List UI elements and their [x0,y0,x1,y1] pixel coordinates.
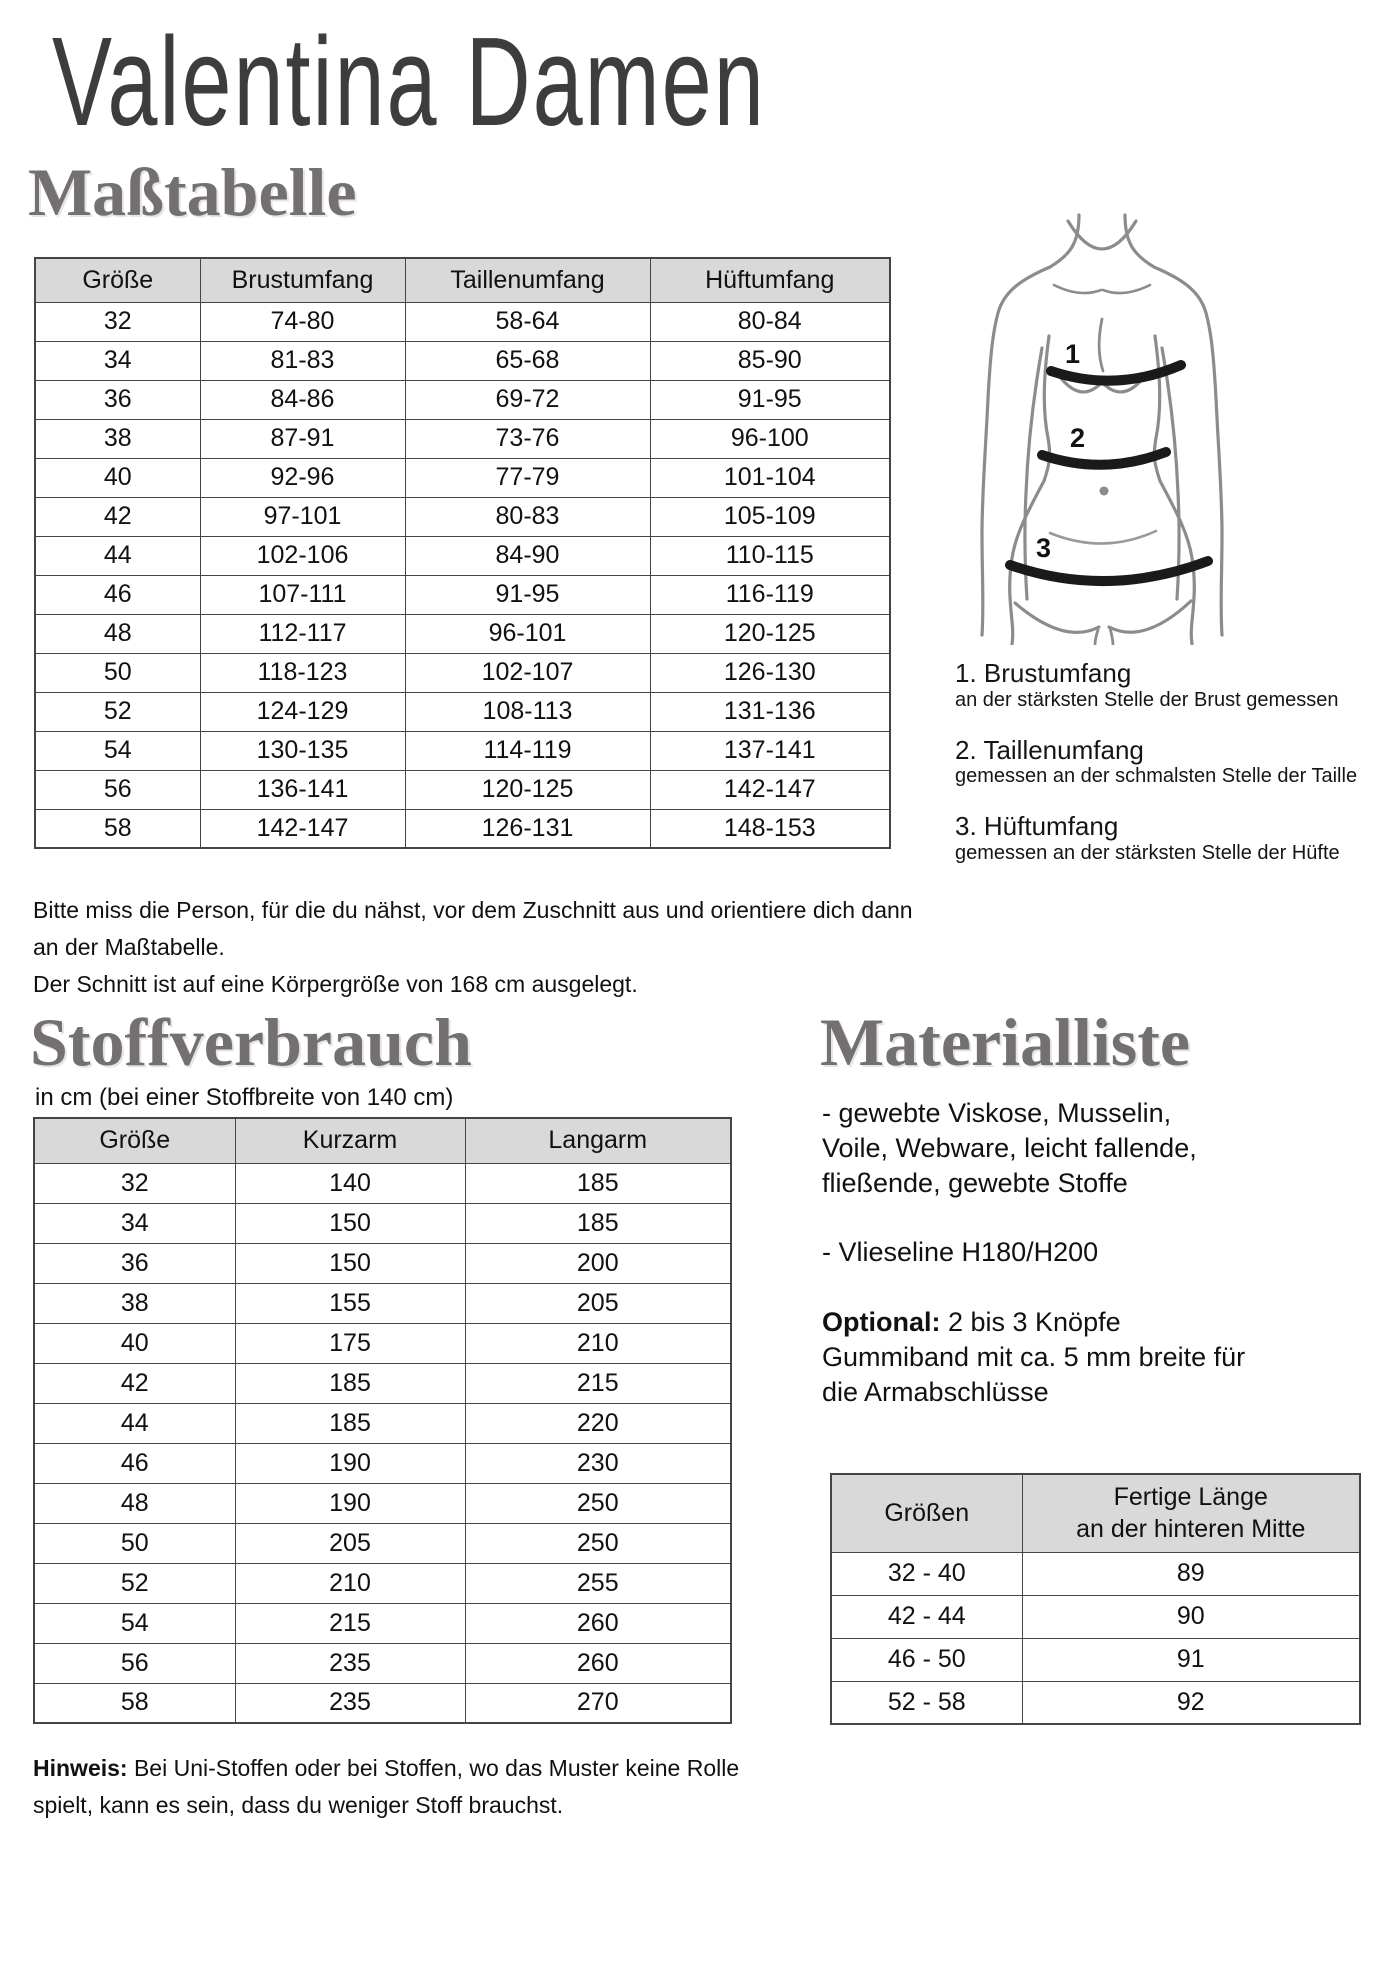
column-header: Hüftumfang [650,258,890,302]
table-cell: 205 [465,1283,731,1323]
table-cell: 185 [465,1163,731,1203]
header-row [35,258,890,302]
table-row [35,458,890,497]
table-cell: 110-115 [650,536,890,575]
legend-desc: an der stärksten Stelle der Brust gemessen [955,688,1339,711]
table-cell: 126-130 [650,653,890,692]
table-cell: 42 [35,497,200,536]
legend-title: 2. Taillenumfang [955,734,1144,765]
table-row [34,1683,731,1723]
table-row [35,536,890,575]
hinweis-note [33,1750,823,1824]
table-cell: 215 [465,1363,731,1403]
material-list-text [822,1096,1362,1410]
table-cell: 58 [35,809,200,848]
table-cell: 270 [465,1683,731,1723]
table-row [34,1243,731,1283]
table-cell: 126-131 [405,809,650,848]
table-cell: 50 [35,653,200,692]
table-cell: 131-136 [650,692,890,731]
table-row [34,1283,731,1323]
table-row [35,692,890,731]
stoffverbrauch-subtitle: in cm (bei einer Stoffbreite von 140 cm) [35,1084,454,1111]
column-header: Fertige Länge an der hinteren Mitte [1022,1474,1360,1552]
table-cell: 250 [465,1483,731,1523]
table-cell: 91 [1022,1638,1360,1681]
table-cell: 81-83 [200,341,405,380]
table-cell: 38 [34,1283,235,1323]
table-cell: 54 [34,1603,235,1643]
legend-title: 3. Hüftumfang [955,811,1119,842]
table-cell: 77-79 [405,458,650,497]
column-header: Brustumfang [200,258,405,302]
table-row [35,341,890,380]
table-cell: 36 [34,1243,235,1283]
optional-extra: Gummiband mit ca. 5 mm breite für die Armabschlüsse [822,1342,1246,1407]
table-cell: 250 [465,1523,731,1563]
bust-band-label: 1 [1065,339,1081,369]
table-cell: 112-117 [200,614,405,653]
column-header: Größen [831,1474,1022,1552]
table-row [35,302,890,341]
table-cell: 102-106 [200,536,405,575]
optional-rest: 2 bis 3 Knöpfe [940,1307,1121,1338]
measurement-legend [955,658,1384,888]
table-cell: 34 [35,341,200,380]
table-row [34,1563,731,1603]
table-cell: 42 [34,1363,235,1403]
table-cell: 65-68 [405,341,650,380]
table-cell: 84-90 [405,536,650,575]
table-row [35,653,890,692]
table-cell: 101-104 [650,458,890,497]
table-cell: 120-125 [405,770,650,809]
table-row [35,614,890,653]
table-cell: 142-147 [650,770,890,809]
table-cell: 260 [465,1603,731,1643]
table-cell: 38 [35,419,200,458]
table-cell: 56 [34,1643,235,1683]
table-cell: 56 [35,770,200,809]
column-header: Größe [34,1118,235,1163]
table-row [34,1203,731,1243]
finished-length-table [830,1473,1361,1725]
table-cell: 32 [35,302,200,341]
table-cell: 46 [35,575,200,614]
table-cell: 58-64 [405,302,650,341]
table-cell: 235 [235,1683,465,1723]
hip-band-label: 3 [1036,533,1052,563]
table-row [831,1681,1360,1724]
table-cell: 85-90 [650,341,890,380]
table-cell: 89 [1022,1552,1360,1595]
table-row [34,1523,731,1563]
navel-dot [1100,487,1109,496]
table-cell: 97-101 [200,497,405,536]
table-cell: 80-84 [650,302,890,341]
section-heading-masstabelle: Maßtabelle [28,154,357,230]
table-cell: 36 [35,380,200,419]
legend-desc: gemessen an der schmalsten Stelle der Taille [955,765,1358,788]
table-row [831,1552,1360,1595]
legend-item-bust [955,658,1384,712]
table-cell: 52 [35,692,200,731]
body-measurement-figure [952,203,1252,650]
table-cell: 255 [465,1563,731,1603]
table-row [35,770,890,809]
table-row [34,1323,731,1363]
table-cell: 148-153 [650,809,890,848]
table-cell: 48 [35,614,200,653]
table-cell: 175 [235,1323,465,1363]
table-cell: 260 [465,1643,731,1683]
table-cell: 118-123 [200,653,405,692]
table-row [35,497,890,536]
table-cell: 107-111 [200,575,405,614]
table-cell: 87-91 [200,419,405,458]
table-cell: 69-72 [405,380,650,419]
table-cell: 80-83 [405,497,650,536]
header-row [34,1118,731,1163]
table-cell: 185 [465,1203,731,1243]
table-cell: 96-100 [650,419,890,458]
table-cell: 91-95 [650,380,890,419]
table-cell: 52 [34,1563,235,1603]
table-cell: 142-147 [200,809,405,848]
material-optional [822,1305,1362,1409]
table-cell: 48 [34,1483,235,1523]
table-cell: 210 [235,1563,465,1603]
table-cell: 92 [1022,1681,1360,1724]
material-vlieseline: - Vlieseline H180/H200 [822,1237,1099,1268]
table-cell: 220 [465,1403,731,1443]
table-row [34,1403,731,1443]
hinweis-label: Hinweis: [33,1755,128,1781]
section-heading-stoffverbrauch: Stoffverbrauch [30,1004,472,1080]
table-row [34,1163,731,1203]
column-header: Kurzarm [235,1118,465,1163]
column-header: Taillenumfang [405,258,650,302]
table-cell: 150 [235,1243,465,1283]
table-row [35,809,890,848]
table-cell: 114-119 [405,731,650,770]
table-cell: 140 [235,1163,465,1203]
table-cell: 185 [235,1403,465,1443]
table-row [831,1595,1360,1638]
table-cell: 150 [235,1203,465,1243]
table-cell: 185 [235,1363,465,1403]
size-measurement-table [34,257,891,849]
legend-title: 1. Brustumfang [955,658,1132,688]
table-cell: 40 [34,1323,235,1363]
table-row [35,731,890,770]
section-heading-materialliste: Materialliste [820,1004,1191,1080]
table-cell: 215 [235,1603,465,1643]
table-cell: 74-80 [200,302,405,341]
table-row [34,1603,731,1643]
table-cell: 46 [34,1443,235,1483]
table-row [831,1638,1360,1681]
hinweis-line1: Bei Uni-Stoffen oder bei Stoffen, wo das Muster keine Rolle [127,1755,740,1781]
table-cell: 190 [235,1483,465,1523]
waist-band-label: 2 [1070,423,1086,453]
table-cell: 46 - 50 [831,1638,1022,1681]
table-cell: 190 [235,1443,465,1483]
column-header: Langarm [465,1118,731,1163]
table-cell: 210 [465,1323,731,1363]
table-cell: 200 [465,1243,731,1283]
table-cell: 137-141 [650,731,890,770]
table-cell: 32 [34,1163,235,1203]
table-cell: 52 - 58 [831,1681,1022,1724]
table-cell: 42 - 44 [831,1595,1022,1638]
legend-item-waist [955,735,1384,789]
table-row [34,1643,731,1683]
table-row [35,380,890,419]
column-header: Größe [35,258,200,302]
waist-band [1042,452,1166,465]
table-cell: 96-101 [405,614,650,653]
table-cell: 205 [235,1523,465,1563]
table-cell: 92-96 [200,458,405,497]
table-cell: 105-109 [650,497,890,536]
table-row [35,419,890,458]
table-cell: 54 [35,731,200,770]
table-cell: 235 [235,1643,465,1683]
hinweis-line2: spielt, kann es sein, dass du weniger Stoff brauchst. [33,1791,564,1818]
table-cell: 34 [34,1203,235,1243]
page-title: Valentina Damen [52,13,766,153]
table-row [35,575,890,614]
table-cell: 44 [35,536,200,575]
legend-item-hip [955,811,1384,865]
table-cell: 120-125 [650,614,890,653]
table-cell: 32 - 40 [831,1552,1022,1595]
table-cell: 50 [34,1523,235,1563]
table-cell: 44 [34,1403,235,1443]
table-cell: 116-119 [650,575,890,614]
table-row [34,1363,731,1403]
table-row [34,1483,731,1523]
table-cell: 40 [35,458,200,497]
table-cell: 230 [465,1443,731,1483]
optional-label: Optional: [822,1307,941,1338]
table-cell: 155 [235,1283,465,1323]
table-cell: 91-95 [405,575,650,614]
measuring-note: Bitte miss die Person, für die du nähst, vor dem Zuschnitt aus und orientiere dich dann an der Maßtabelle. Der Schnitt ist auf eine Körpergröße von 168 cm ausgelegt. [33,897,913,997]
table-cell: 58 [34,1683,235,1723]
fabric-requirement-table [33,1117,732,1724]
table-cell: 108-113 [405,692,650,731]
table-cell: 90 [1022,1595,1360,1638]
legend-desc: gemessen an der stärksten Stelle der Hüfte [955,842,1340,865]
header-row [831,1474,1360,1552]
table-cell: 102-107 [405,653,650,692]
table-row [34,1443,731,1483]
table-cell: 73-76 [405,419,650,458]
table-cell: 136-141 [200,770,405,809]
table-cell: 130-135 [200,731,405,770]
material-fabrics: - gewebte Viskose, Musselin, Voile, Webware, leicht fallende, fließende, gewebte Stoffe [822,1098,1197,1198]
table-cell: 84-86 [200,380,405,419]
table-cell: 124-129 [200,692,405,731]
